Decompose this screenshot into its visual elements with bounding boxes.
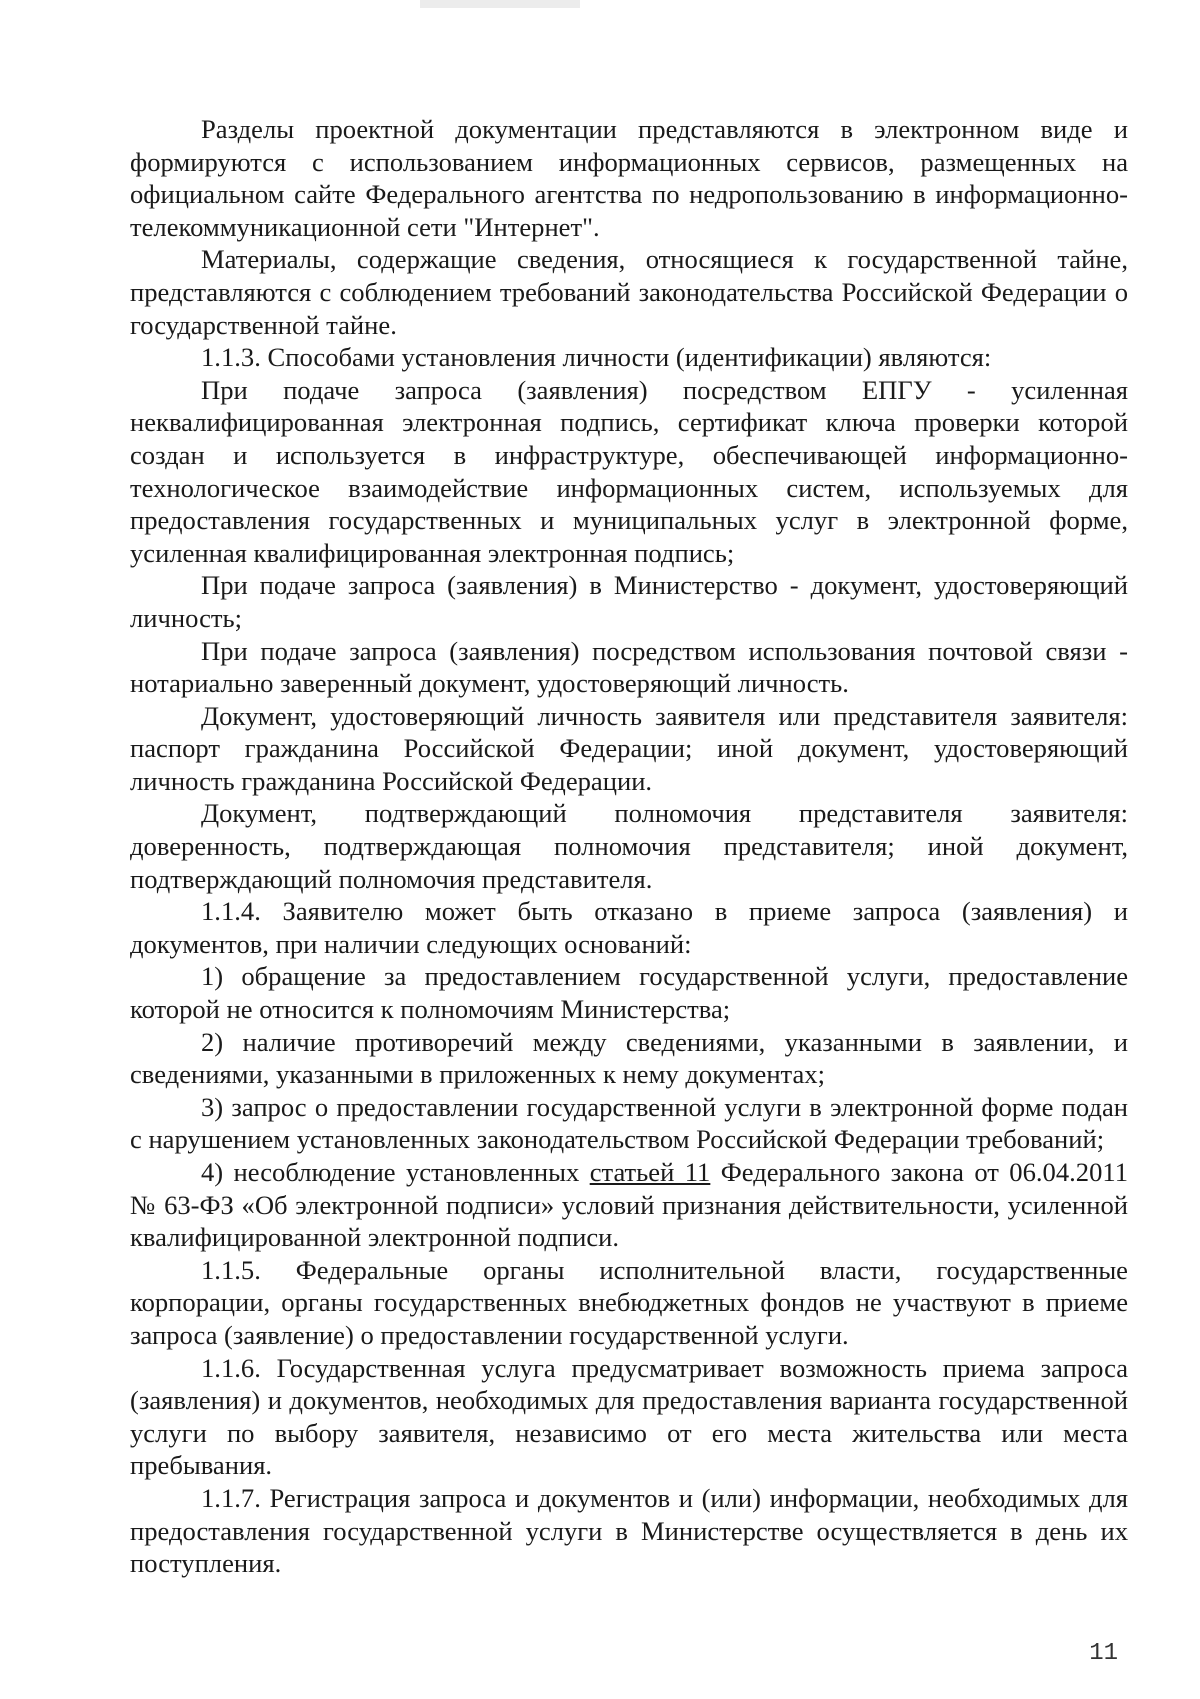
paragraph-3: 1.1.3. Способами установления личности (идентификации) являются: (201, 342, 992, 373)
paragraph-13 (130, 1156, 1128, 1254)
paragraph-6: При подаче запроса (заявления) посредством использования почтовой связи - нотариально заверенный документ, удостоверяющий личность. (130, 635, 1128, 699)
paragraph-8: Документ, подтверждающий полномочия представителя заявителя: доверенность, подтверждающая полномочия представителя; иной документ, подтверждающий полномочия представителя. (130, 798, 1128, 894)
document-body (130, 113, 1128, 1580)
paragraph-5: При подаче запроса (заявления) в Министерство - документ, удостоверяющий личность; (130, 570, 1128, 633)
paragraph-2: Материалы, содержащие сведения, относящиеся к государственной тайне, представляются с соблюдением требований законодательства Российской Федерации о государственной тайне. (130, 244, 1128, 340)
paragraph-14: 1.1.5. Федеральные органы исполнительной власти, государственные корпорации, органы государственных внебюджетных фондов не участвуют в приеме запроса (заявление) о предоставлении государственной услуги. (130, 1254, 1128, 1350)
scan-artifact (420, 0, 580, 8)
paragraph-4: При подаче запроса (заявления) посредством ЕПГУ - усиленная неквалифицированная электронная подпись, сертификат ключа проверки которой создан и используется в инфраструктуре, обеспечивающей информационно-технологическое взаимодействие информационных систем, используемых для предоставления государственных и муниципальных услуг в электронной форме, усиленная квалифицированная электронная подпись; (130, 374, 1128, 568)
paragraph-7: Документ, удостоверяющий личность заявителя или представителя заявителя: паспорт гражданина Российской Федерации; иной документ, удостоверяющий личность гражданина Российской Федерации. (130, 700, 1128, 796)
paragraph-16: 1.1.7. Регистрация запроса и документов и (или) информации, необходимых для предоставления государственной услуги в Министерстве осуществляется в день их поступления. (130, 1482, 1128, 1579)
page-number: 11 (1089, 1640, 1118, 1667)
paragraph-12: 3) запрос о предоставлении государственной услуги в электронной форме подан с нарушением установленных законодательством Российской Федерации требований; (130, 1091, 1128, 1155)
law-article-link[interactable]: статьей 11 (589, 1157, 711, 1187)
paragraph-1: Разделы проектной документации представляются в электронном виде и формируются с использованием информационных сервисов, размещенных на официальном сайте Федерального агентства по недропользованию в информационно-телекоммуникационной сети "Интернет". (130, 114, 1128, 242)
paragraph-13-start: 4) несоблюдение установленных (201, 1157, 590, 1187)
paragraph-11: 2) наличие противоречий между сведениями, указанными в заявлении, и сведениями, указанными в приложенных к нему документах; (130, 1026, 1128, 1090)
paragraph-13-end: Федерального закона от 06.04.2011 № 63-ФЗ «Об электронной подписи» условий признания действительности, усиленной квалифицированной электронной подписи. (130, 1157, 1128, 1253)
paragraph-15: 1.1.6. Государственная услуга предусматривает возможность приема запроса (заявления) и документов, необходимых для предоставления варианта государственной услуги по выбору заявителя, независимо от его места жительства или места пребывания. (130, 1352, 1128, 1481)
paragraph-10: 1) обращение за предоставлением государственной услуги, предоставление которой не относится к полномочиям Министерства; (130, 961, 1128, 1025)
paragraph-9: 1.1.4. Заявителю может быть отказано в приеме запроса (заявления) и документов, при наличии следующих оснований: (130, 896, 1128, 959)
